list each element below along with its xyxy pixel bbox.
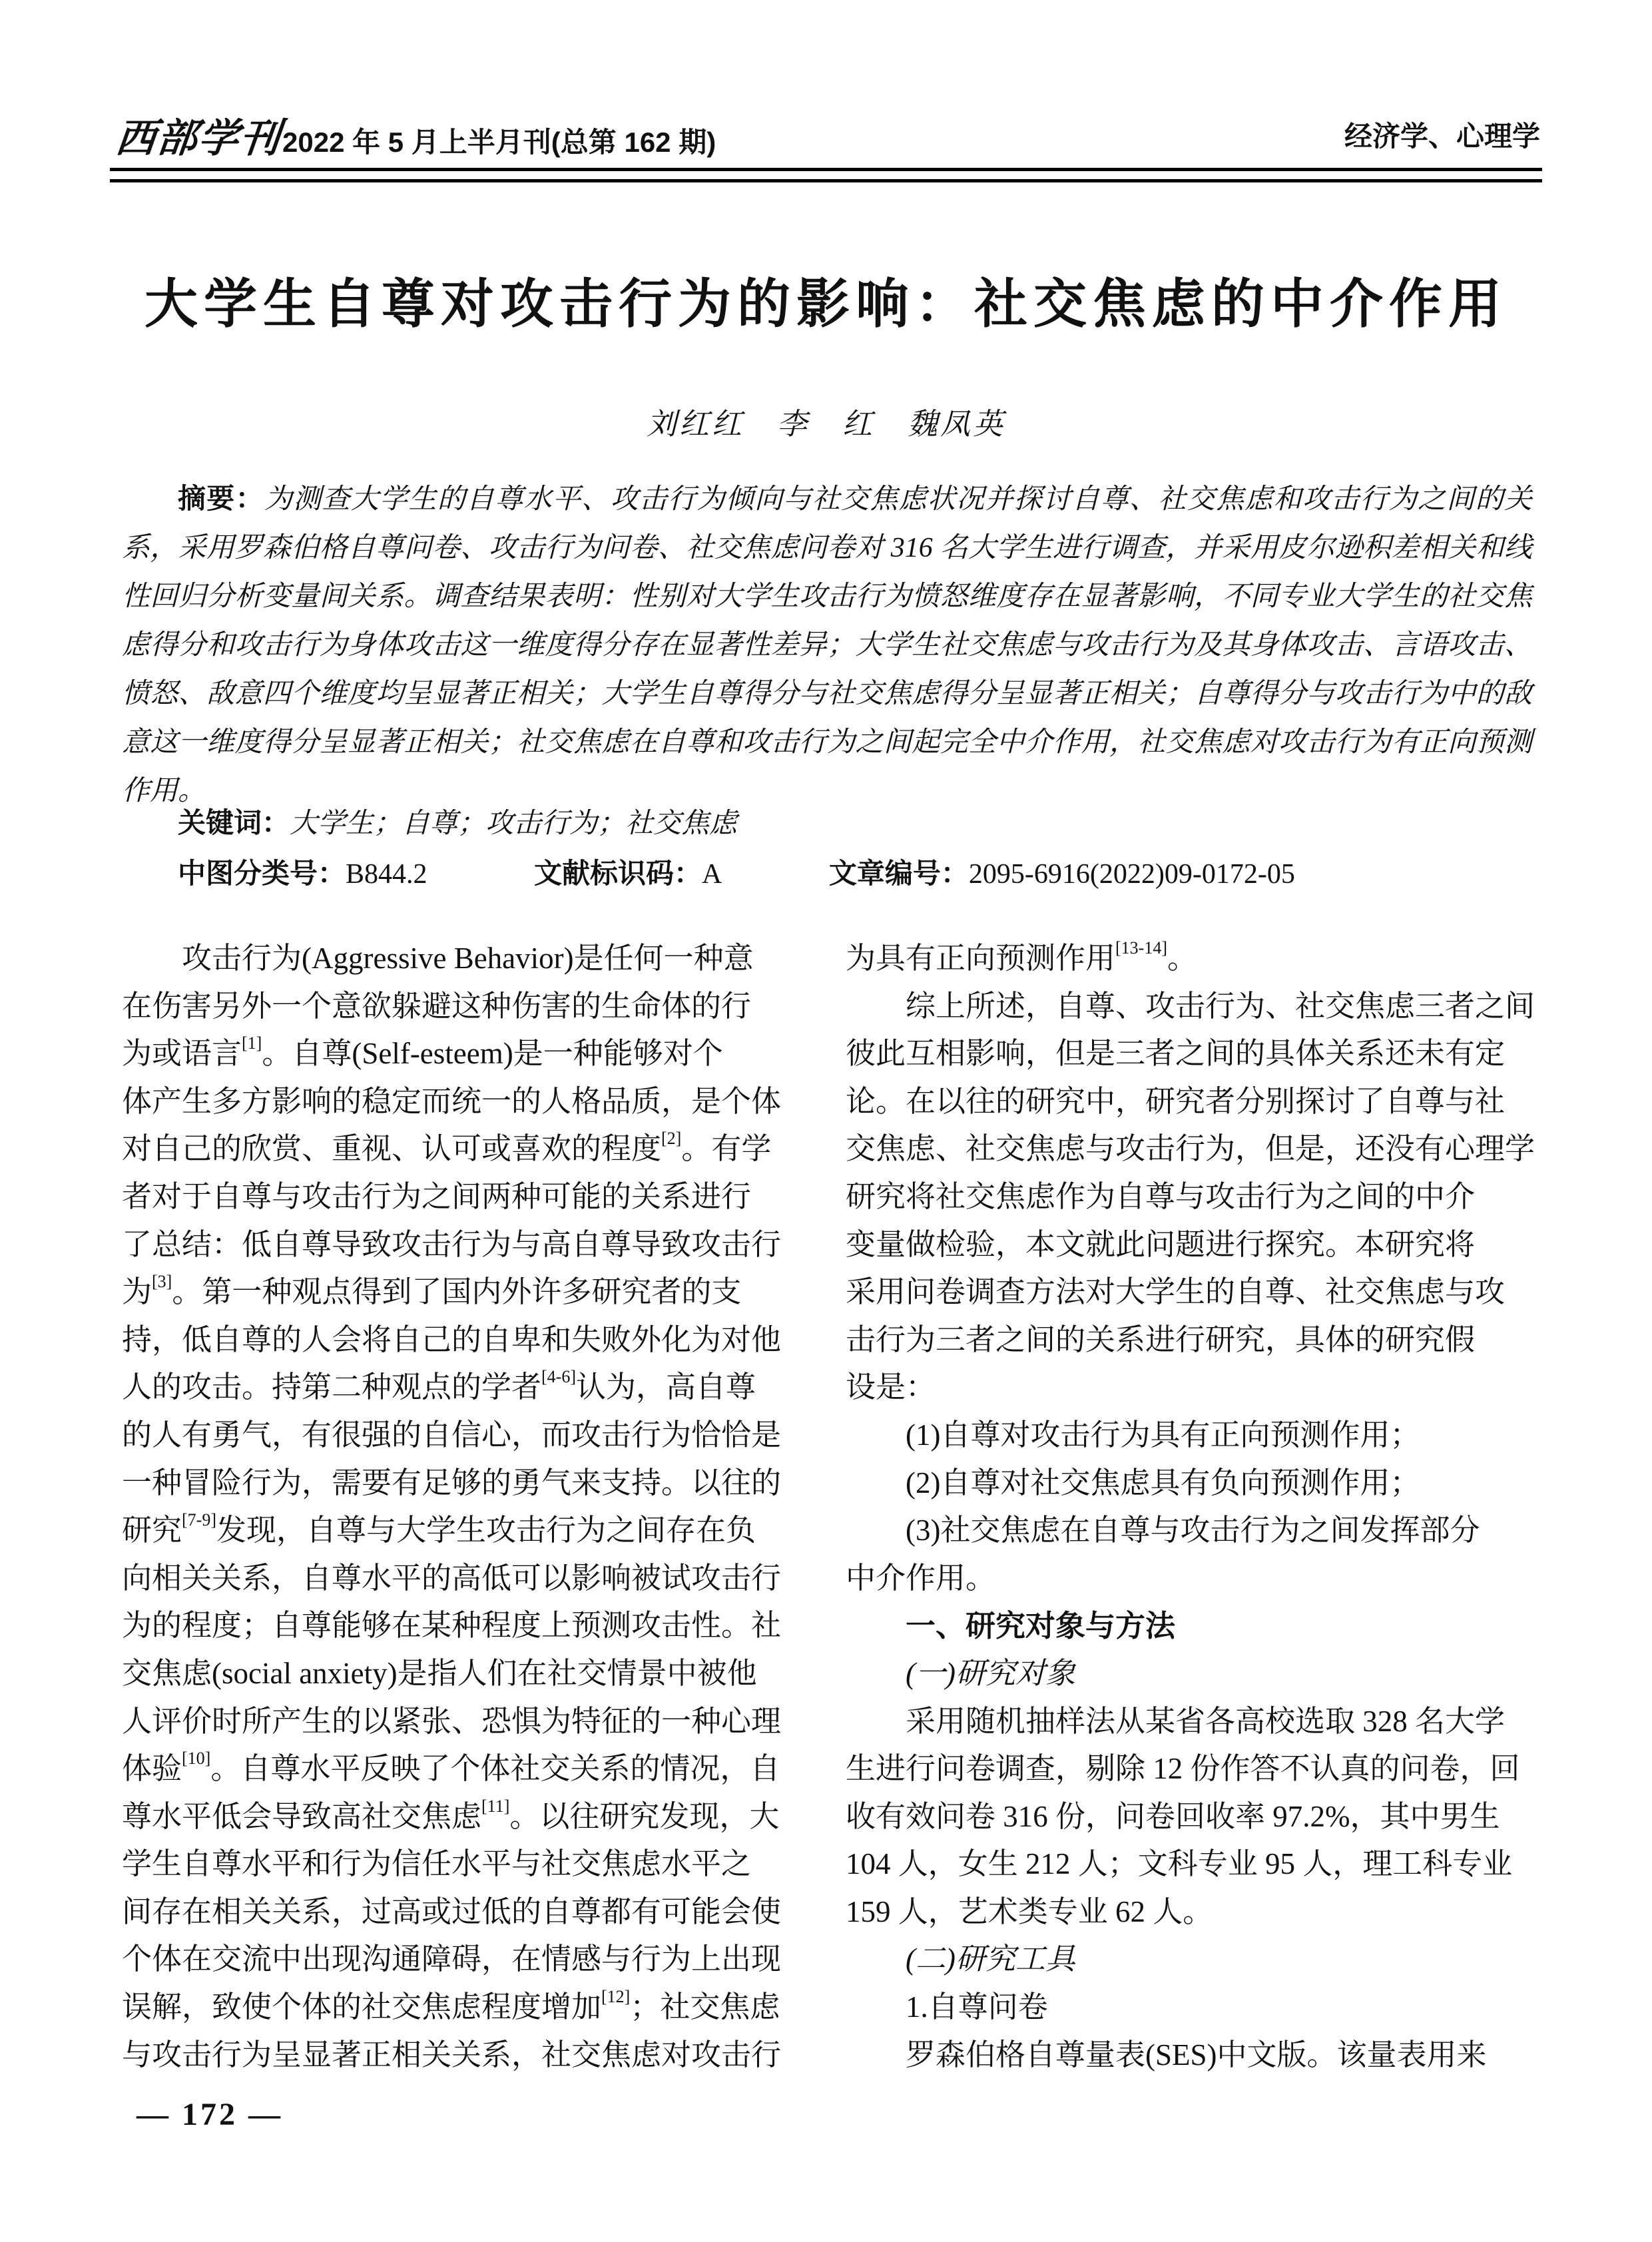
doc-code-label: 文献标识码： xyxy=(534,858,702,889)
article-no-segment xyxy=(829,859,1295,890)
abstract-text: 为测查大学生的自尊水平、攻击行为倾向与社交焦虑状况并探讨自尊、社交焦虑和攻击行为之间的关系，采用罗森伯格自尊问卷、攻击行为问卷、社交焦虑问卷对 316 名大学生进行调查，并采用皮尔逊积差相关和线性回归分析变量间关系。调查结果表明：性别对大学生攻击行为愤怒维度存在显著影响，不同专业大学生的社交焦虑得分和攻击行为身体攻击这一维度得分存在显著性差异；大学生社交焦虑与攻击行为及其身体攻击、言语攻击、愤怒、敌意四个维度均呈显著正相关；大学生自尊得分与社交焦虑得分呈显著正相关；自尊得分与攻击行为中的敌意这一维度得分呈显著正相关；社交焦虑在自尊和攻击行为之间起完全中介作用，社交焦虑对攻击行为有正向预测作用。 xyxy=(122,484,1532,806)
body-text-line: 者对于自尊与攻击行为之间两种可能的关系进行 xyxy=(122,1179,752,1213)
body-text-line: 彼此互相影响，但是三者之间的具体关系还未有定 xyxy=(846,1037,1506,1071)
body-text-line: 体验[10]。自尊水平反映了个体社交关系的情况，自 xyxy=(122,1749,780,1786)
body-text-line: 104 人，女生 212 人；文科专业 95 人，理工科专业 xyxy=(846,1847,1513,1881)
body-text-line: 个体在交流中出现沟通障碍，在情感与行为上出现 xyxy=(122,1942,782,1976)
body-text-line: 间存在相关关系，过高或过低的自尊都有可能会使 xyxy=(122,1894,782,1928)
body-text-line: 变量做检验，本文就此问题进行探究。本研究将 xyxy=(846,1227,1476,1261)
body-text-line: 攻击行为(Aggressive Behavior)是任何一种意 xyxy=(122,942,754,975)
clc-segment xyxy=(178,859,427,890)
body-text-line: 为或语言[1]。自尊(Self-esteem)是一种能够对个 xyxy=(122,1033,723,1071)
body-text-line: (3)社交焦虑在自尊与攻击行为之间发挥部分 xyxy=(846,1514,1480,1547)
body-text-line: 对自己的欣赏、重视、认可或喜欢的程度[2]。有学 xyxy=(122,1129,772,1166)
classification-line xyxy=(178,854,1295,894)
article-title: 大学生自尊对攻击行为的影响：社交焦虑的中介作用 xyxy=(144,274,1508,334)
body-text-line: 一种冒险行为，需要有足够的勇气来支持。以往的 xyxy=(122,1466,782,1500)
body-text-line: (2)自尊对社交焦虑具有负向预测作用； xyxy=(846,1466,1420,1500)
header-double-rule xyxy=(110,168,1542,182)
body-text-line: 人的攻击。持第二种观点的学者[4-6]认为，高自尊 xyxy=(122,1367,756,1404)
body-text-line: 采用问卷调查方法对大学生的自尊、社交焦虑与攻 xyxy=(846,1275,1506,1309)
body-text-line: 尊水平低会导致高社交焦虑[11]。以往研究发现，大 xyxy=(122,1796,780,1833)
doc-code-segment xyxy=(534,859,722,890)
body-text-line: 的人有勇气，有很强的自信心，而攻击行为恰恰是 xyxy=(122,1418,782,1452)
body-text-line: 交焦虑、社交焦虑与攻击行为，但是，还没有心理学 xyxy=(846,1132,1535,1166)
body-text-line: 体产生多方影响的稳定而统一的人格品质，是个体 xyxy=(122,1084,782,1118)
body-text-line: 与攻击行为呈显著正相关关系，社交焦虑对攻击行 xyxy=(122,2038,782,2072)
article-no-label: 文章编号： xyxy=(828,858,969,889)
running-head-left xyxy=(113,107,716,164)
body-text-line: 采用随机抽样法从某省各高校选取 328 名大学 xyxy=(846,1704,1506,1738)
body-text-line: 论。在以往的研究中，研究者分别探讨了自尊与社 xyxy=(846,1084,1506,1118)
body-text-line: 设是： xyxy=(846,1370,936,1404)
body-text-line: 研究将社交焦虑作为自尊与攻击行为之间的中介 xyxy=(846,1179,1476,1213)
keywords-text: 大学生；自尊；攻击行为；社交焦虑 xyxy=(290,808,738,839)
body-text-line: 中介作用。 xyxy=(846,1561,996,1595)
body-text-line: 误解，致使个体的社交焦虑程度增加[12]；社交焦虑 xyxy=(122,1987,780,2024)
body-text-line: 1.自尊问卷 xyxy=(846,1990,1048,2024)
body-text-line: (二)研究工具 xyxy=(846,1942,1075,1976)
clc-value: B844.2 xyxy=(346,859,427,890)
section-label: 经济学、心理学 xyxy=(1344,121,1540,152)
body-text-line: 人评价时所产生的以紧张、恐惧为特征的一种心理 xyxy=(122,1704,782,1738)
body-text-line: 生进行问卷调查，剔除 12 份作答不认真的问卷，回 xyxy=(846,1752,1520,1786)
issue-info: 2022 年 5 月上半月刊(总第 162 期) xyxy=(282,127,716,158)
body-text-line: (1)自尊对攻击行为具有正向预测作用； xyxy=(846,1418,1420,1452)
body-text-line: 为具有正向预测作用[13-14]。 xyxy=(846,938,1198,975)
body-text-line: 159 人，艺术类专业 62 人。 xyxy=(846,1894,1213,1928)
body-text-line: 击行为三者之间的关系进行研究，具体的研究假 xyxy=(846,1322,1476,1356)
body-text-line: 罗森伯格自尊量表(SES)中文版。该量表用来 xyxy=(846,2038,1487,2072)
article-no-value: 2095-6916(2022)09-0172-05 xyxy=(968,859,1295,890)
body-text-line: (一)研究对象 xyxy=(846,1656,1075,1690)
keywords-label: 关键词： xyxy=(178,807,290,838)
section-heading: 一、研究对象与方法 xyxy=(846,1609,1176,1643)
body-text-line: 研究[7-9]发现，自尊与大学生攻击行为之间存在负 xyxy=(122,1510,756,1547)
body-column-left xyxy=(122,935,804,2079)
journal-logo: 西部学刊 xyxy=(113,117,284,160)
clc-label: 中图分类号： xyxy=(178,858,346,889)
body-text-line: 交焦虑(social anxiety)是指人们在社交情景中被他 xyxy=(122,1656,757,1690)
body-text-line: 在伤害另外一个意欲躲避这种伤害的生命体的行 xyxy=(122,989,752,1023)
abstract-label: 摘要： xyxy=(178,483,264,514)
body-text-line: 学生自尊水平和行为信任水平与社交焦虑水平之 xyxy=(122,1847,752,1881)
body-text-line: 为的程度；自尊能够在某种程度上预测攻击性。社 xyxy=(122,1609,782,1643)
body-text-line: 综上所述，自尊、攻击行为、社交焦虑三者之间 xyxy=(846,989,1535,1023)
article-authors: 刘红红 李 红 魏凤英 xyxy=(646,408,1005,441)
body-column-right xyxy=(846,935,1533,2079)
body-text-line: 为[3]。第一种观点得到了国内外许多研究者的支 xyxy=(122,1272,742,1309)
page-number: — 172 — xyxy=(137,2097,283,2132)
doc-code-value: A xyxy=(702,859,722,890)
body-text-line: 持，低自尊的人会将自己的自卑和失败外化为对他 xyxy=(122,1322,782,1356)
body-text-line: 收有效问卷 316 份，问卷回收率 97.2%，其中男生 xyxy=(846,1799,1500,1833)
keywords-line xyxy=(178,803,737,844)
body-text-line: 了总结：低自尊导致攻击行为与高自尊导致攻击行 xyxy=(122,1227,782,1261)
body-text-line: 向相关关系，自尊水平的高低可以影响被试攻击行 xyxy=(122,1561,782,1595)
abstract-paragraph xyxy=(122,474,1532,816)
